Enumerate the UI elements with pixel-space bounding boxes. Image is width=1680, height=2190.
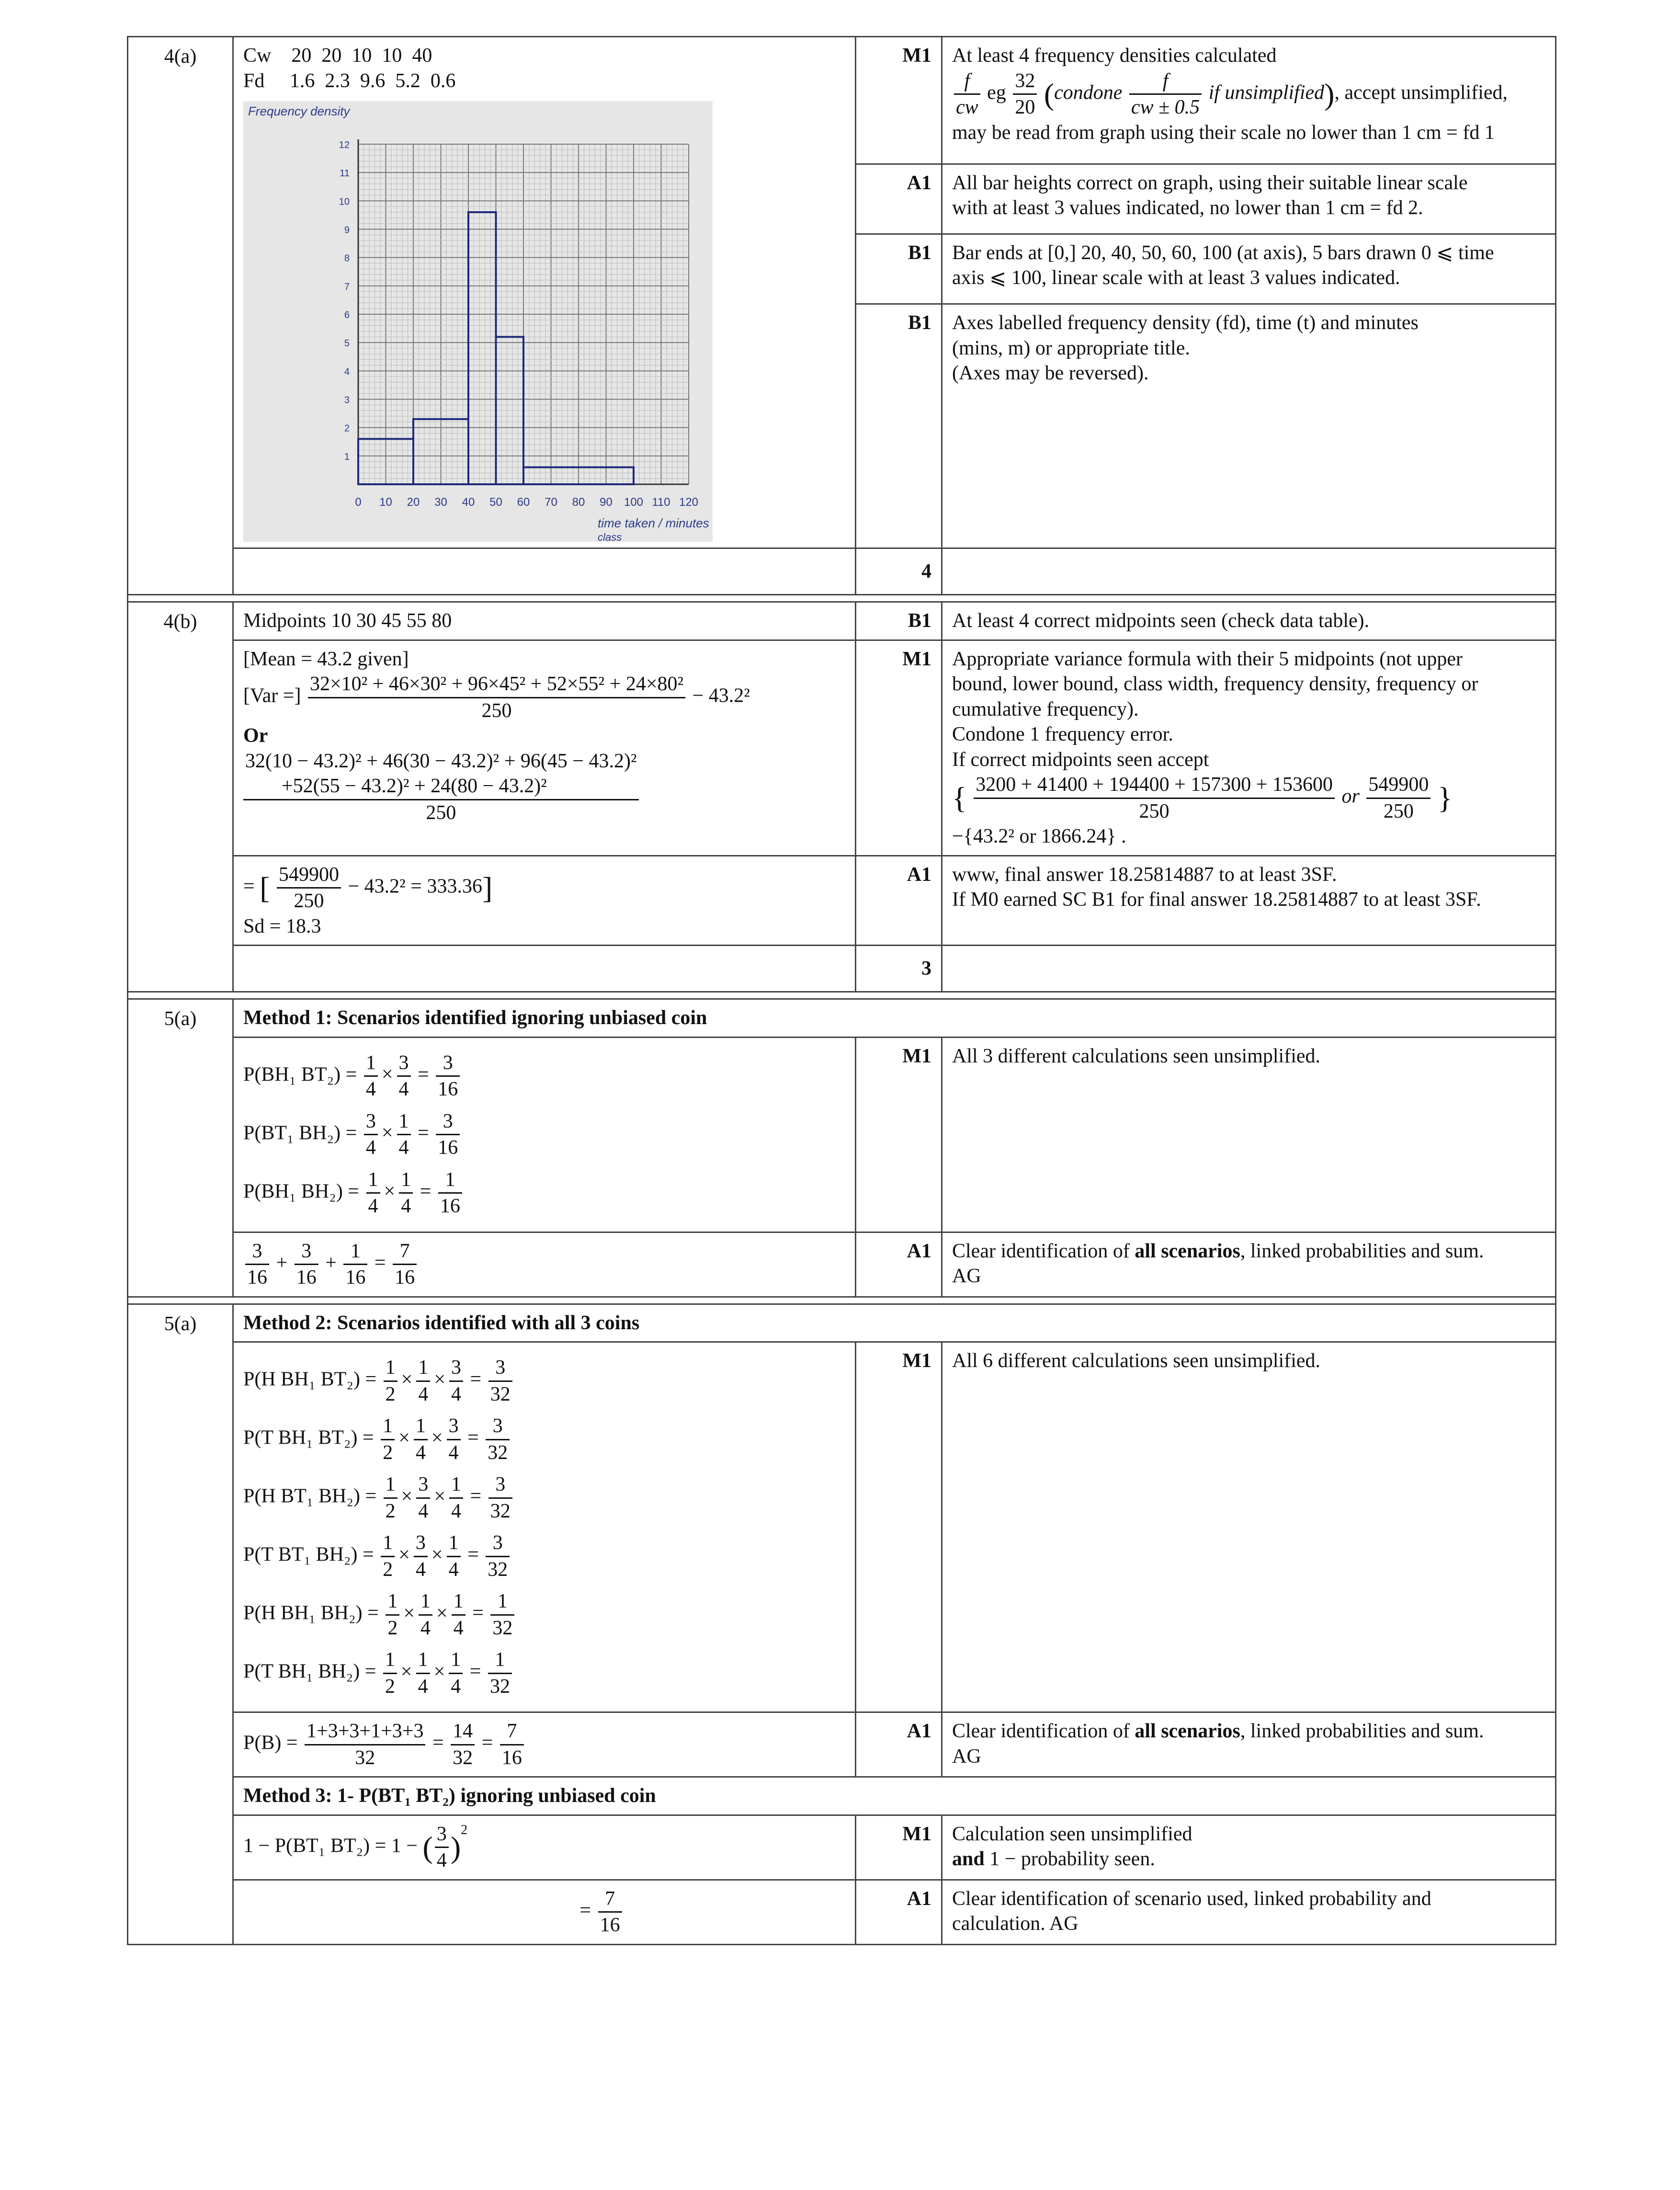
- mark-code: B1: [856, 234, 942, 304]
- fraction: $\frac{549900}{250}$: [1366, 772, 1430, 824]
- histogram-svg: [243, 101, 713, 542]
- fraction: $\frac{3}{4}$: [414, 1530, 428, 1582]
- x-tick-label: 20: [407, 496, 420, 509]
- histogram: [243, 101, 713, 542]
- scenario-calc: P(BH₁ BH₂) = $\frac{1}{4}$ × $\frac{1}{4}$ = $\frac{1}{16}$: [243, 1167, 845, 1219]
- q5a-m2-sum-row: [128, 1712, 1556, 1777]
- scenario-calc: P(T BT₁ BH₂) = $\frac{1}{2}$ × $\frac{3}{4}$ × $\frac{1}{4}$ = $\frac{3}{32}$: [243, 1530, 845, 1582]
- guidance-line: Bar ends at [0,] 20, 40, 50, 60, 100 (at axis), 5 bars drawn 0 ⩽ time: [952, 241, 1494, 264]
- guidance-line: Appropriate variance formula with their 5 midpoints (not upper: [952, 648, 1463, 670]
- guidance-line: Clear identification of all scenarios, linked probabilities and sum.: [952, 1240, 1484, 1262]
- empty-cell: [233, 548, 856, 595]
- q4b-guidance-a1: [942, 855, 1556, 946]
- fraction: $\frac{3}{32}$: [486, 1530, 510, 1582]
- y-tick-label: 11: [340, 168, 350, 179]
- x-tick-label: 10: [379, 496, 392, 509]
- guidance-line: If correct midpoints seen accept: [952, 748, 1209, 771]
- guidance-line: If M0 earned SC B1 for final answer 18.25814887 to at least 3SF.: [952, 889, 1481, 911]
- result-expression: = [ $\frac{549900}{250}$ − 43.2² = 333.36]: [243, 862, 845, 914]
- fraction: $\frac{3}{16}$: [295, 1239, 318, 1290]
- q4b-row-m1: [128, 640, 1556, 855]
- y-tick-label: 5: [344, 338, 350, 349]
- method3-calc: 1 − P(BT₁ BT₂) = 1 − ( $\frac{3}{4}$ )$^2$: [233, 1815, 856, 1880]
- guidance-line: (mins, m) or appropriate title.: [952, 337, 1190, 359]
- x-axis-label-extra: class: [598, 531, 622, 542]
- fraction: $\frac{3}{16}$: [436, 1109, 460, 1161]
- guidance-line: cumulative frequency).: [952, 698, 1139, 720]
- accept-unsimplified: , accept unsimplified,: [1334, 81, 1508, 104]
- q5a-m3-res-row: [128, 1880, 1556, 1944]
- q4a-row-m1: [128, 37, 1556, 164]
- mean-given: [Mean = 43.2 given]: [243, 648, 409, 670]
- empty-cell: [233, 946, 856, 992]
- fraction: $\frac{1}{2}$: [384, 1355, 397, 1407]
- guidance-line: Clear identification of all scenarios, linked probabilities and sum.: [952, 1720, 1484, 1742]
- q5a-m3-heading-row: [128, 1777, 1556, 1815]
- fraction: $\frac{1}{4}$: [449, 1647, 463, 1699]
- fraction: $\frac{1}{2}$: [384, 1472, 397, 1524]
- q5a-m1-sum-row: [128, 1232, 1556, 1297]
- fraction: $\frac{3}{4}$: [447, 1414, 461, 1465]
- method2-guidance-m1: All 6 different calculations seen unsimplified.: [942, 1342, 1556, 1712]
- q4a-fd-row: Fd 1.6 2.3 9.6 5.2 0.6: [243, 69, 456, 92]
- fraction: $\frac{549900}{250}$: [277, 862, 341, 914]
- q4b-total-row: [128, 946, 1556, 992]
- x-tick-label: 60: [517, 496, 530, 509]
- fraction: $\frac{3}{16}$: [436, 1050, 460, 1102]
- y-tick-label: 3: [344, 395, 350, 406]
- fraction: $\frac{7}{16}$: [598, 1886, 622, 1938]
- mark-code: M1: [856, 640, 942, 855]
- fraction: $\frac{1+3+3+1+3+3}{32}$: [305, 1719, 425, 1770]
- mark-code: A1: [856, 855, 942, 946]
- variance-formula: [243, 672, 845, 723]
- guidance-line: with at least 3 values indicated, no lower than 1 cm = fd 2.: [952, 197, 1423, 219]
- scenario-calc: P(T BH₁ BT₂) = $\frac{1}{2}$ × $\frac{1}{4}$ × $\frac{3}{4}$ = $\frac{3}{32}$: [243, 1414, 845, 1465]
- guidance-line: −{43.2² or 1866.24} .: [952, 825, 1126, 847]
- fraction: $\frac{1}{2}$: [381, 1414, 395, 1465]
- fraction: $\frac{f}{cw \pm 0.5}$: [1129, 68, 1202, 120]
- x-tick-label: 110: [652, 496, 670, 509]
- method1-guidance-a1: [942, 1232, 1556, 1297]
- q4a-label: 4(a): [128, 37, 233, 595]
- fraction: $\frac{3}{16}$: [245, 1239, 269, 1290]
- guidance-line: www, final answer 18.25814887 to at least 3SF.: [952, 863, 1337, 886]
- guidance-line: Clear identification of scenario used, linked probability and: [952, 1887, 1431, 1910]
- fraction: $\frac{3}{4}$: [416, 1472, 430, 1524]
- separator: [128, 595, 1556, 602]
- q4a-guidance-b1: [942, 234, 1556, 304]
- empty-cell: [942, 548, 1556, 595]
- scenario-calc: P(T BH₁ BH₂) = $\frac{1}{2}$ × $\frac{1}{4}$ × $\frac{1}{4}$ = $\frac{1}{32}$: [243, 1647, 845, 1699]
- y-tick-label: 2: [344, 423, 350, 434]
- q4a-guidance-m1: [942, 37, 1556, 164]
- or-label: Or: [243, 725, 268, 747]
- y-tick-label: 12: [339, 140, 350, 150]
- q5a-m1-calc-row: [128, 1037, 1556, 1232]
- scenario-calc: P(H BT₁ BH₂) = $\frac{1}{2}$ × $\frac{3}{4}$ × $\frac{1}{4}$ = $\frac{3}{32}$: [243, 1472, 845, 1524]
- fraction: $\frac{32}{20}$: [1013, 68, 1037, 120]
- x-tick-label: 30: [434, 496, 447, 509]
- scenario-calc: P(BT₁ BH₂) = $\frac{3}{4}$ × $\frac{1}{4}$ = $\frac{3}{16}$: [243, 1109, 845, 1161]
- q4a-working: [233, 37, 856, 548]
- fraction: $\frac{1}{4}$: [416, 1647, 430, 1699]
- fraction: $\frac{1}{4}$: [416, 1355, 430, 1407]
- fraction: $\frac{3}{32}$: [488, 1472, 512, 1524]
- q4b-variance-working: [233, 640, 856, 855]
- fraction: $\frac{3}{4}$: [397, 1050, 411, 1102]
- fraction: $\frac{1}{32}$: [488, 1647, 512, 1699]
- var-label: [Var =]: [243, 684, 301, 707]
- mark-code: A1: [856, 1232, 942, 1297]
- q5a-m3-calc-row: [128, 1815, 1556, 1880]
- y-tick-label: 4: [344, 366, 350, 377]
- mark-code: M1: [856, 1037, 942, 1232]
- fraction: $\frac{1}{4}$: [397, 1109, 411, 1161]
- q4b-result: [233, 855, 856, 946]
- var-tail: − 43.2²: [692, 684, 750, 707]
- fraction: $\frac{3200 + 41400 + 194400 + 157300 + 153600}{250}$: [974, 772, 1335, 824]
- fraction: $\frac{\text{32×10² + 46×30² + 96×45² + 52×55² + 24×80²}}{250}$: [308, 672, 685, 723]
- fraction: $\frac{1}{4}$: [447, 1530, 461, 1582]
- mark-code: B1: [856, 304, 942, 548]
- guidance-line: may be read from graph using their scale no lower than 1 cm = fd 1: [952, 121, 1495, 144]
- q4a-cw-row: Cw 20 20 10 10 40: [243, 45, 432, 67]
- fraction: $\frac{3}{32}$: [488, 1355, 512, 1407]
- mark-code: A1: [856, 164, 942, 234]
- guidance-line: (Axes may be reversed).: [952, 362, 1149, 384]
- scenario-calc: P(BH₁ BT₂) = $\frac{1}{4}$ × $\frac{3}{4}$ = $\frac{3}{16}$: [243, 1050, 845, 1102]
- fraction: $\frac{1}{4}$: [452, 1589, 465, 1641]
- method2-pb: P(B) = $\frac{1+3+3+1+3+3}{32}$ = $\frac{14}{32}$ = $\frac{7}{16}$: [233, 1712, 856, 1777]
- method2-heading: Method 2: Scenarios identified with all 3 coins: [233, 1304, 1556, 1342]
- q5a-m2-calc-row: [128, 1342, 1556, 1712]
- fraction: $\frac{3}{4}$: [449, 1355, 463, 1407]
- q4b-row-a1: [128, 855, 1556, 946]
- separator: [128, 1297, 1556, 1304]
- guidance-line: Axes labelled frequency density (fd), time (t) and minutes: [952, 312, 1419, 334]
- guidance-line: AG: [952, 1745, 981, 1768]
- x-tick-label: 70: [545, 496, 557, 509]
- fraction: $\frac{1}{4}$: [414, 1414, 428, 1465]
- q4a-total-row: [128, 548, 1556, 595]
- mark-code: M1: [856, 1342, 942, 1712]
- fraction: $\frac{7}{16}$: [500, 1719, 524, 1770]
- accept-expression: { $\frac{3200 + 41400 + 194400 + 157300 + 153600}{250}$ or $\frac{549900}{250}$ }: [952, 772, 1545, 824]
- separator: [128, 992, 1556, 999]
- fraction: $\frac{3}{4}$: [435, 1822, 449, 1873]
- guidance-line: AG: [952, 1265, 981, 1287]
- fraction: $\frac{7}{16}$: [393, 1239, 417, 1290]
- y-tick-label: 6: [344, 310, 350, 320]
- x-axis-label: time taken / minutes: [598, 516, 709, 530]
- y-tick-label: 7: [344, 281, 350, 292]
- method1-sum: $\frac{3}{16}$ + $\frac{3}{16}$ + $\frac{1}{16}$ = $\frac{7}{16}$: [233, 1232, 856, 1297]
- mark-code: A1: [856, 1880, 942, 1944]
- guidance-line: Condone 1 frequency error.: [952, 723, 1173, 745]
- scenario-calc: P(H BH₁ BT₂) = $\frac{1}{2}$ × $\frac{1}{4}$ × $\frac{3}{4}$ = $\frac{3}{32}$: [243, 1355, 845, 1407]
- q4b-midpoints: Midpoints 10 30 45 55 80: [233, 602, 856, 640]
- fraction: $\frac{1}{4}$: [419, 1589, 432, 1641]
- mark-scheme-page: [127, 36, 1555, 1945]
- fd-formula: $\frac{f}{cw}$ eg $\frac{32}{20}$ (condone $\frac{f}{cw \pm 0.5}$ if unsimplified), accept unsimplified,: [952, 68, 1545, 120]
- method2-guidance-a1: [942, 1712, 1556, 1777]
- x-tick-label: 90: [600, 496, 613, 509]
- x-tick-label: 100: [624, 496, 644, 509]
- method3-guidance-m1: [942, 1815, 1556, 1880]
- guidance-line: bound, lower bound, class width, frequency density, frequency or: [952, 673, 1478, 695]
- guidance-line: At least 4 frequency densities calculated: [952, 45, 1277, 67]
- mark-scheme-table: [127, 36, 1556, 1945]
- q4a-total: 4: [856, 548, 942, 595]
- empty-cell: [942, 946, 1556, 992]
- method1-heading: Method 1: Scenarios identified ignoring unbiased coin: [233, 999, 1556, 1038]
- q4a-guidance-a1: [942, 164, 1556, 234]
- guidance-line: calculation. AG: [952, 1913, 1078, 1935]
- mark-code: M1: [856, 37, 942, 164]
- mark-code: A1: [856, 1712, 942, 1777]
- method1-guidance-m1: All 3 different calculations seen unsimplified.: [942, 1037, 1556, 1232]
- fraction: $\frac{1}{16}$: [343, 1239, 367, 1290]
- fraction: $\frac{1}{2}$: [381, 1530, 395, 1582]
- fraction: $\frac{1}{16}$: [438, 1167, 462, 1219]
- q4b-guidance-b1: At least 4 correct midpoints seen (check data table).: [942, 602, 1556, 640]
- fraction: $\frac{1}{4}$: [366, 1167, 380, 1219]
- q5a-label: 5(a): [128, 999, 233, 1297]
- fraction: $\frac{1}{4}$: [449, 1472, 463, 1524]
- q4b-label: 4(b): [128, 602, 233, 992]
- q4b-row-b1: [128, 602, 1556, 640]
- fraction: $\frac{3}{4}$: [364, 1109, 378, 1161]
- y-tick-label: 10: [339, 196, 350, 207]
- fraction: $\frac{1}{4}$: [364, 1050, 378, 1102]
- q4a-guidance-b1-axes: [942, 304, 1556, 548]
- q4b-total: 3: [856, 946, 942, 992]
- mark-code: M1: [856, 1815, 942, 1880]
- fraction: $\frac{1}{2}$: [383, 1647, 397, 1699]
- q5a-m1-heading-row: [128, 999, 1556, 1038]
- y-axis-label: Frequency density: [248, 104, 350, 118]
- x-tick-label: 50: [489, 496, 502, 509]
- fraction: $\frac{1}{2}$: [386, 1589, 399, 1641]
- mark-code: B1: [856, 602, 942, 640]
- q5a-label: 5(a): [128, 1304, 233, 1944]
- q5a-m2-heading-row: [128, 1304, 1556, 1342]
- method1-scenarios: [233, 1037, 856, 1232]
- fraction: $\frac{1}{4}$: [399, 1167, 413, 1219]
- sd-result: Sd = 18.3: [243, 915, 321, 937]
- x-tick-label: 120: [679, 496, 699, 509]
- guidance-line: axis ⩽ 100, linear scale with at least 3 values indicated.: [952, 267, 1400, 289]
- guidance-line: Calculation seen unsimplified: [952, 1823, 1192, 1845]
- y-tick-label: 8: [344, 253, 350, 264]
- fraction: $\frac{1}{32}$: [490, 1589, 514, 1641]
- method3-heading: Method 3: 1- P(BT₁ BT₂) ignoring unbiased coin: [233, 1777, 1556, 1815]
- q4b-guidance-m1: [942, 640, 1556, 855]
- guidance-line: and 1 − probability seen.: [952, 1848, 1155, 1870]
- fraction: $\frac{14}{32}$: [451, 1719, 475, 1770]
- method2-scenarios: [233, 1342, 856, 1712]
- method3-result: = $\frac{7}{16}$: [233, 1880, 856, 1944]
- method3-guidance-a1: [942, 1880, 1556, 1944]
- alt-variance-fraction: 32(10 − 43.2)² + 46(30 − 43.2)² + 96(45 − 43.2)² +52(55 − 43.2)² + 24(80 − 43.2)² 250: [243, 749, 639, 826]
- y-tick-label: 1: [344, 451, 350, 462]
- y-tick-label: 9: [344, 225, 350, 236]
- fraction: $\frac{f}{cw}$: [954, 68, 980, 120]
- x-tick-label: 80: [572, 496, 585, 509]
- x-tick-label: 40: [462, 496, 475, 509]
- fraction: $\frac{3}{32}$: [486, 1414, 510, 1465]
- scenario-calc: P(H BH₁ BH₂) = $\frac{1}{2}$ × $\frac{1}{4}$ × $\frac{1}{4}$ = $\frac{1}{32}$: [243, 1589, 845, 1641]
- guidance-line: All bar heights correct on graph, using their suitable linear scale: [952, 171, 1468, 194]
- x-tick-label: 0: [355, 496, 362, 509]
